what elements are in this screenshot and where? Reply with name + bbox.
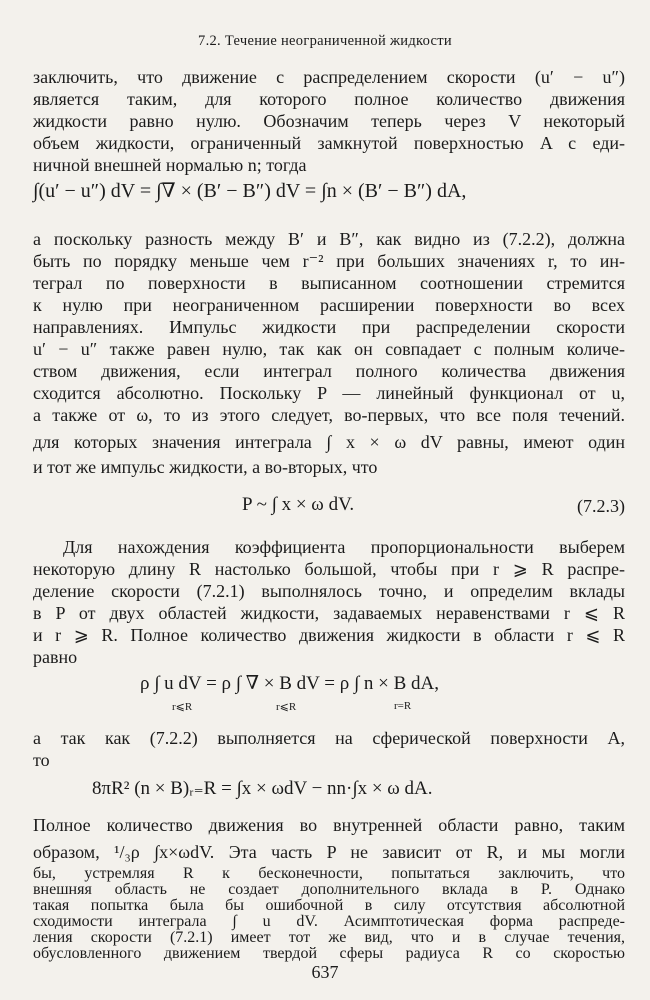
text-line: Полное количество движения во внутренней области равно, таким bbox=[33, 815, 625, 835]
text-line: то bbox=[33, 750, 50, 770]
text-line: является таким, для которого полное количество движения bbox=[33, 89, 625, 109]
text-line: сходимости интеграла ∫ u dV. Асимптотическая форма распреде- bbox=[33, 913, 625, 930]
text-line: а поскольку разность между B′ и B″, как видно из (7.2.2), должна bbox=[33, 229, 625, 249]
text-line: ничной внешней нормалью n; тогда bbox=[33, 155, 307, 175]
equation-3: ρ ∫ u dV = ρ ∫ ∇ × B dV = ρ ∫ n × B dA, bbox=[140, 673, 440, 694]
equation-1: ∫(u′ − u″) dV = ∫∇ × (B′ − B″) dV = ∫n × (B′ − B″) dA, bbox=[33, 180, 467, 202]
text-line: внешняя область не создает дополнительного вклада в P. Однако bbox=[33, 881, 625, 898]
text-line: объем жидкости, ограниченный замкнутой поверхностью A с еди- bbox=[33, 133, 625, 153]
text-line: такая попытка была бы ошибочной в силу отсутствия абсолютной bbox=[33, 897, 625, 914]
text-line: жидкости равно нулю. Обозначим теперь через V некоторый bbox=[33, 111, 625, 131]
text-line: быть по порядку меньше чем r⁻² при больших значениях r, то ин- bbox=[33, 251, 625, 271]
text-line: а также от ω, то из этого следует, во-первых, что все поля течений. bbox=[33, 405, 625, 425]
text-line: образом, ¹/₃ρ ∫x×ωdV. Эта часть P не зависит от R, и мы могли bbox=[33, 842, 625, 862]
text-line: u′ − u″ также равен нулю, так как он совпадает с полным количе- bbox=[33, 339, 625, 359]
equation-2: P ~ ∫ x × ω dV. bbox=[242, 494, 355, 515]
text-line: равно bbox=[33, 647, 78, 667]
equation-number: (7.2.3) bbox=[577, 496, 625, 516]
text-line: бы, устремляя R к бесконечности, попытаться заключить, что bbox=[33, 865, 625, 882]
text-line: в P от двух областей жидкости, задаваемых неравенствами r ⩽ R bbox=[33, 603, 625, 623]
text-line: деление скорости (7.2.1) выполнялось точно, и определим вклады bbox=[33, 581, 625, 601]
integral-limit: r⩽R bbox=[276, 701, 297, 713]
text-line: ления скорости (7.2.1) имеет тот же вид, что и в случае течения, bbox=[33, 929, 625, 946]
text-line: к нулю при неограниченном расширении поверхности во всех bbox=[33, 295, 625, 315]
text-line: теграл по поверхности в выписанном соотношении стремится bbox=[33, 273, 625, 293]
text-line: заключить, что движение с распределением скорости (u′ − u″) bbox=[33, 67, 625, 87]
text-line: ством движения, если интеграл полного количества движения bbox=[33, 361, 625, 381]
equation-4: 8πR² (n × B)ᵣ₌R = ∫x × ωdV − nn·∫x × ω dA. bbox=[92, 778, 433, 799]
text-line: для которых значения интеграла ∫ x × ω dV равны, имеют один bbox=[33, 432, 625, 452]
integral-limit: r=R bbox=[394, 700, 412, 712]
page-number: 637 bbox=[311, 962, 339, 982]
text-line: Для нахождения коэффициента пропорциональности выберем bbox=[63, 537, 625, 557]
text-line: и тот же импульс жидкости, а во-вторых, что bbox=[33, 457, 378, 477]
text-line: а так как (7.2.2) выполняется на сферической поверхности A, bbox=[33, 728, 625, 748]
text-line: обусловленного движением твердой сферы радиуса R со скоростью bbox=[33, 945, 625, 962]
text-line: сходится абсолютно. Поскольку P — линейный функционал от u, bbox=[33, 383, 625, 403]
text-line: некоторую длину R настолько большой, чтобы при r ⩾ R распре- bbox=[33, 559, 625, 579]
text-line: направлениях. Импульс жидкости при распределении скорости bbox=[33, 317, 625, 337]
integral-limit: r⩽R bbox=[172, 701, 193, 713]
running-header: 7.2. Течение неограниченной жидкости bbox=[198, 33, 452, 49]
text-line: и r ⩾ R. Полное количество движения жидкости в области r ⩽ R bbox=[33, 625, 625, 645]
